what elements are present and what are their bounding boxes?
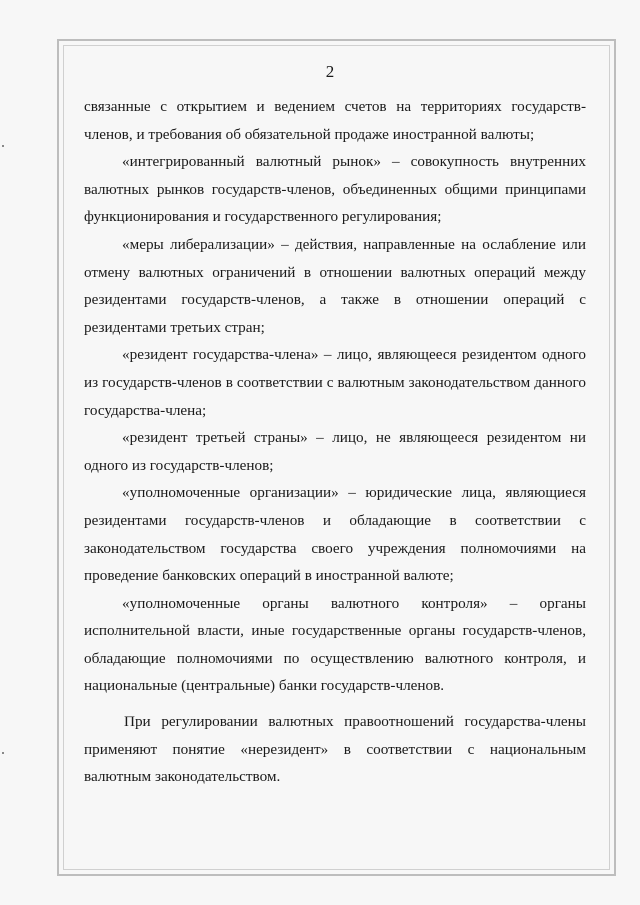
paragraph: «резидент третьей страны» – лицо, не являющееся резидентом ни одного из государств-членов; <box>84 429 586 474</box>
scan-artifact <box>2 145 4 147</box>
paragraph-gap <box>84 700 586 708</box>
scan-artifact <box>2 752 4 754</box>
paragraph: «интегрированный валютный рынок» – совокупность внутренних валютных рынков государств-членов, объединенных общими принципами функционирования и государственного регулирования; <box>84 153 586 226</box>
document-body <box>84 93 586 791</box>
paragraph: связанные с открытием и ведением счетов на территориях государств-членов, и требования об обязательной продаже иностранной валюты; <box>84 98 586 143</box>
paragraph: «меры либерализации» – действия, направленные на ослабление или отмену валютных ограничений в отношении валютных операций между резидентами государств-членов, а также в отношении операций с резидентами третьих стран; <box>84 235 586 336</box>
paragraph: «уполномоченные органы валютного контроля» – органы исполнительной власти, иные государственные органы государств-членов, обладающие полномочиями по осуществлению валютного контроля, и национальные (центральные) банки государств-членов. <box>84 594 586 695</box>
paragraph: «уполномоченные организации» – юридические лица, являющиеся резидентами государств-членов и обладающие в соответствии с законодательством государства своего учреждения полномочиями на проведение банковских операций в иностранной валюте; <box>84 484 586 585</box>
paragraph: При регулировании валютных правоотношений государства-члены применяют понятие «нерезидент» в соответствии с национальным валютным законодательством. <box>84 713 586 786</box>
paragraph: «резидент государства-члена» – лицо, являющееся резидентом одного из государств-членов в соответствии с валютным законодательством данного государства-члена; <box>84 346 586 419</box>
page-number: 2 <box>325 62 335 81</box>
